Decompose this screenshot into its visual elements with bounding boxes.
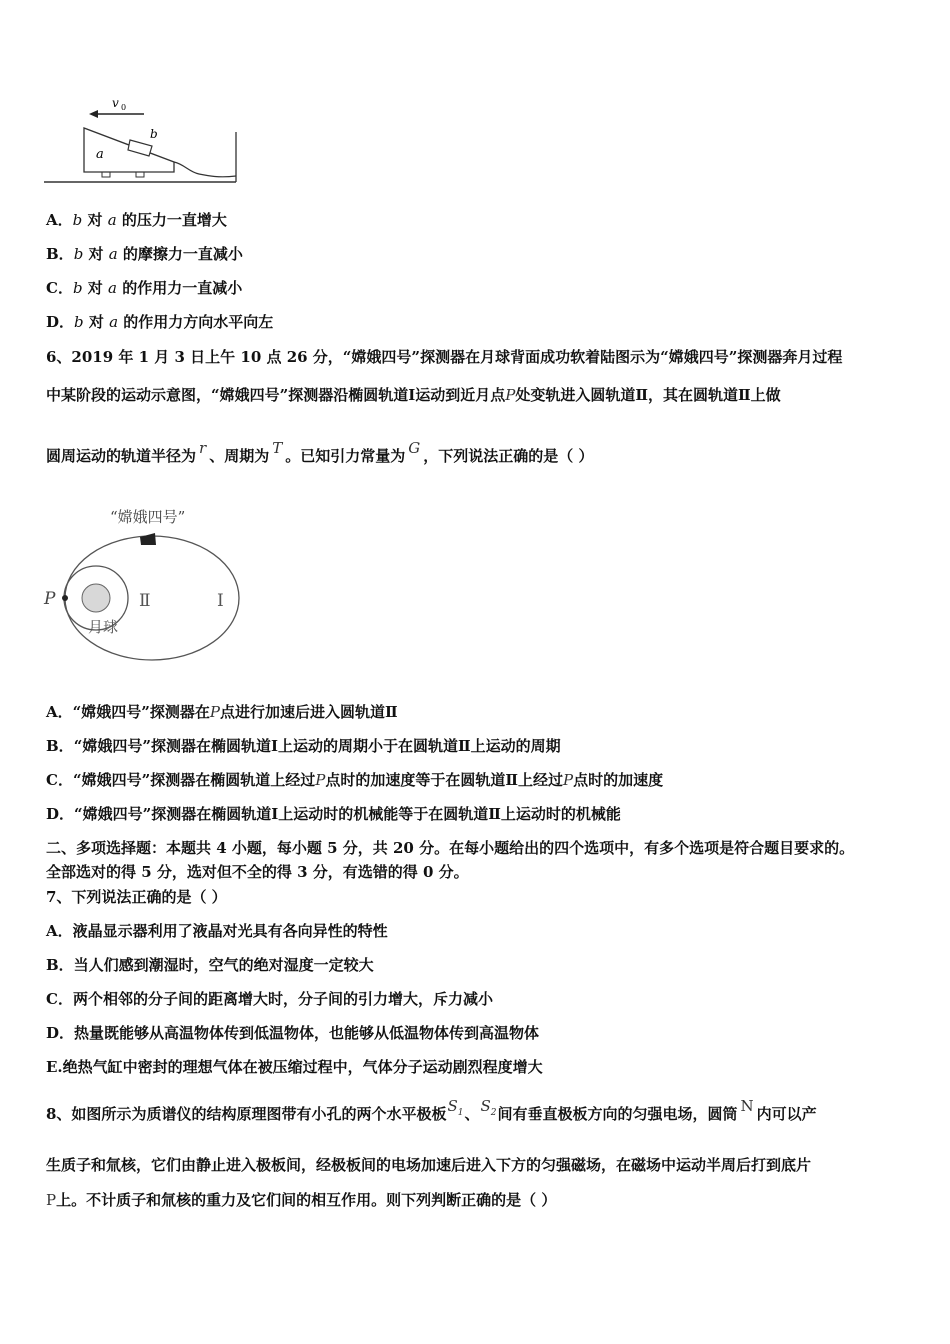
q5-option-c: C．b 对 a 的作用力一直减小 xyxy=(46,279,243,297)
q6-stem-line3: 圆周运动的轨道半径为 r 、周期为 T 。已知引力常量为 G ，下列说法正确的是（ ） xyxy=(46,439,594,465)
q7-stem: 7、下列说法正确的是（ ） xyxy=(46,888,227,906)
section2-line1: 二、多项选择题：本题共 4 小题，每小题 5 分，共 20 分。在每小题给出的四个选项中，有多个选项是符合题目要求的。 xyxy=(46,839,855,857)
section2-line2: 全部选对的得 5 分，选对但不全的得 3 分，有选错的得 0 分。 xyxy=(46,863,469,881)
q6-option-c: C．“嫦娥四号”探测器在椭圆轨道上经过P点时的加速度等于在圆轨道Ⅱ上经过P点时的加速度 xyxy=(46,771,664,789)
block-a-label: a xyxy=(96,147,104,162)
q5-option-a: A．b 对 a 的压力一直增大 xyxy=(46,211,227,229)
probe-label: “嫦娥四号” xyxy=(110,508,186,526)
slope-figure xyxy=(44,92,244,188)
point-p-label: P xyxy=(44,589,56,609)
probe-icon xyxy=(140,533,156,545)
q8-stem-line1: 8、如图所示为质谱仪的结构原理图带有小孔的两个水平极板$S_1$、$S_2$间有垂直极板方向的匀强电场，圆筒 N 内可以产 xyxy=(46,1097,817,1123)
orbit-figure xyxy=(40,500,260,670)
velocity-sub: 0 xyxy=(121,103,127,112)
q5-option-b: B．b 对 a 的摩擦力一直减小 xyxy=(46,245,243,263)
q6-option-a: A．“嫦娥四号”探测器在P点进行加速后进入圆轨道Ⅱ xyxy=(46,703,398,721)
q8-stem-line2: 生质子和氚核，它们由静止进入极板间，经极板间的电场加速后进入下方的匀强磁场，在磁场中运动半周后打到底片 xyxy=(46,1156,812,1174)
q6-stem-line1: 6、2019 年 1 月 3 日上午 10 点 26 分，“嫦娥四号”探测器在月球背面成功软着陆图示为“嫦娥四号”探测器奔月过程 xyxy=(46,348,843,366)
q7-option-b: B．当人们感到潮湿时，空气的绝对湿度一定较大 xyxy=(46,956,374,974)
arrow-head-icon xyxy=(89,110,98,118)
orbit-1-label: Ⅰ xyxy=(217,591,224,611)
q7-option-d: D．热量既能够从高温物体传到低温物体，也能够从低温物体传到高温物体 xyxy=(46,1024,540,1042)
q6-option-b: B．“嫦娥四号”探测器在椭圆轨道Ⅰ上运动的周期小于在圆轨道Ⅱ上运动的周期 xyxy=(46,737,561,755)
moon-label: 月球 xyxy=(88,618,119,636)
q5-option-d: D．b 对 a 的作用力方向水平向左 xyxy=(46,313,274,331)
q6-stem-line2: 中某阶段的运动示意图，“嫦娥四号”探测器沿椭圆轨道Ⅰ运动到近月点P处变轨进入圆轨道Ⅱ，其在圆轨道Ⅱ上做 xyxy=(46,386,781,404)
q7-option-e: E.绝热气缸中密封的理想气体在被压缩过程中，气体分子运动剧烈程度增大 xyxy=(46,1058,543,1076)
point-p xyxy=(62,595,68,601)
velocity-label: v xyxy=(112,96,119,110)
curved-track xyxy=(174,162,236,177)
orbit-2-label: Ⅱ xyxy=(139,591,151,611)
q8-stem-line3: P上。不计质子和氚核的重力及它们间的相互作用。则下列判断正确的是（ ） xyxy=(46,1191,557,1209)
block-b-label: b xyxy=(150,127,158,141)
moon xyxy=(82,584,110,612)
q7-option-c: C．两个相邻的分子间的距离增大时，分子间的引力增大，斥力减小 xyxy=(46,990,493,1008)
q7-option-a: A．液晶显示器利用了液晶对光具有各向异性的特性 xyxy=(46,922,388,940)
q6-option-d: D．“嫦娥四号”探测器在椭圆轨道Ⅰ上运动时的机械能等于在圆轨道Ⅱ上运动时的机械能 xyxy=(46,805,621,823)
